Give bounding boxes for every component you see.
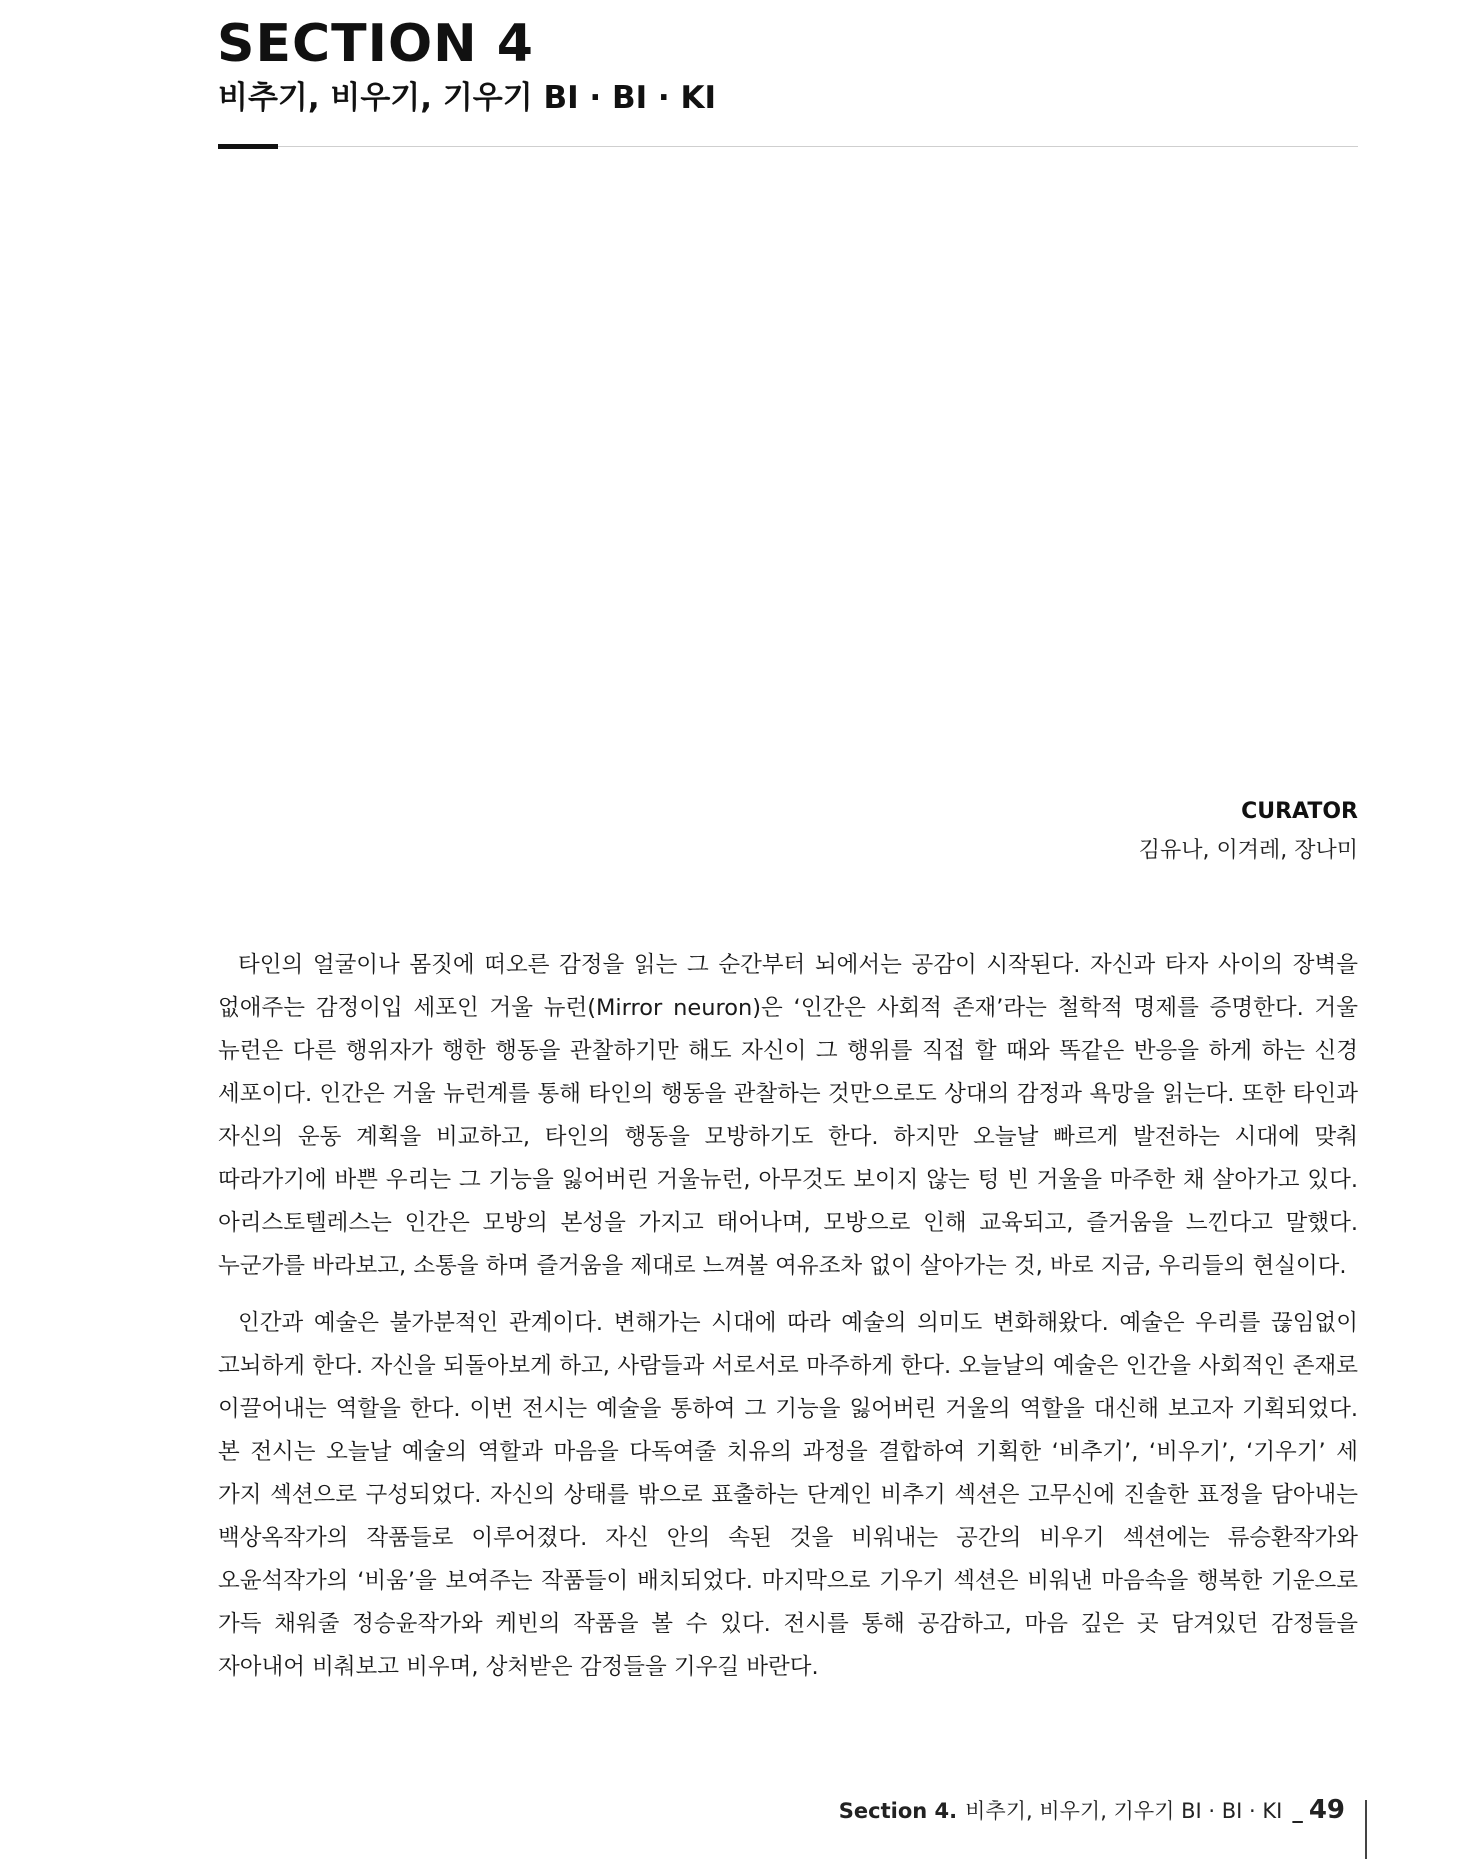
body-text: [218, 944, 1358, 1689]
page-footer: [839, 1795, 1345, 1825]
footer-section-label: Section 4.: [838, 1799, 958, 1823]
curator-label: CURATOR: [1241, 799, 1358, 824]
header-divider: [218, 146, 1358, 147]
footer-vertical-rule: [1365, 1800, 1367, 1859]
page-number: 49: [1308, 1795, 1345, 1825]
body-paragraph: 타인의 얼굴이나 몸짓에 떠오른 감정을 읽는 그 순간부터 뇌에서는 공감이 시작된다. 자신과 타자 사이의 장벽을 없애주는 감정이입 세포인 거울 뉴런(Mirror neuron)은 ‘인간은 사회적 존재’라는 철학적 명제를 증명한다. 거울 뉴런은 다른 행위자가 행한 행동을 관찰하기만 해도 자신이 그 행위를 직접 할 때와 똑같은 반응을 하게 하는 신경 세포이다. 인간은 거울 뉴런계를 통해 타인의 행동을 관찰하는 것만으로도 상대의 감정과 욕망을 읽는다. 또한 타인과 자신의 운동 계획을 비교하고, 타인의 행동을 모방하기도 한다. 하지만 오늘날 빠르게 발전하는 시대에 맞춰 따라가기에 바쁜 우리는 그 기능을 잃어버린 거울뉴런, 아무것도 보이지 않는 텅 빈 거울을 마주한 채 살아가고 있다. 아리스토텔레스는 인간은 모방의 본성을 가지고 태어나며, 모방으로 인해 교육되고, 즐거움을 느낀다고 말했다. 누군가를 바라보고, 소통을 하며 즐거움을 제대로 느껴볼 여유조차 없이 살아가는 것, 바로 지금, 우리들의 현실이다.: [218, 952, 1358, 1279]
section-title-heading: 비추기, 비우기, 기우기 BI · BI · KI: [218, 80, 717, 116]
curator-names: 김유나, 이겨레, 장나미: [1138, 838, 1358, 863]
body-paragraph: 인간과 예술은 불가분적인 관계이다. 변해가는 시대에 따라 예술의 의미도 변화해왔다. 예술은 우리를 끊임없이 고뇌하게 한다. 자신을 되돌아보게 하고, 사람들과 서로서로 마주하게 한다. 오늘날의 예술은 인간을 사회적인 존재로 이끌어내는 역할을 한다. 이번 전시는 예술을 통하여 그 기능을 잃어버린 거울의 역할을 대신해 보고자 기획되었다. 본 전시는 오늘날 예술의 역할과 마음을 다독여줄 치유의 과정을 결합하여 기획한 ‘비추기’, ‘비우기’, ‘기우기’ 세 가지 섹션으로 구성되었다. 자신의 상태를 밖으로 표출하는 단계인 비추기 섹션은 고무신에 진솔한 표정을 담아내는 백상옥작가의 작품들로 이루어졌다. 자신 안의 속된 것을 비워내는 공간의 비우기 섹션에는 류승환작가와 오윤석작가의 ‘비움’을 보여주는 작품들이 배치되었다. 마지막으로 기우기 섹션은 비워낸 마음속을 행복한 기운으로 가득 채워줄 정승윤작가와 케빈의 작품을 볼 수 있다. 전시를 통해 공감하고, 마음 깊은 곳 담겨있던 감정들을 자아내어 비춰보고 비우며, 상처받은 감정들을 기우길 바란다.: [218, 1310, 1358, 1680]
footer-section-title: 비추기, 비우기, 기우기 BI · BI · KI: [965, 1799, 1283, 1823]
section-number-heading: SECTION 4: [217, 14, 534, 74]
footer-separator: _: [1292, 1799, 1303, 1823]
header-accent-bar: [218, 144, 278, 149]
